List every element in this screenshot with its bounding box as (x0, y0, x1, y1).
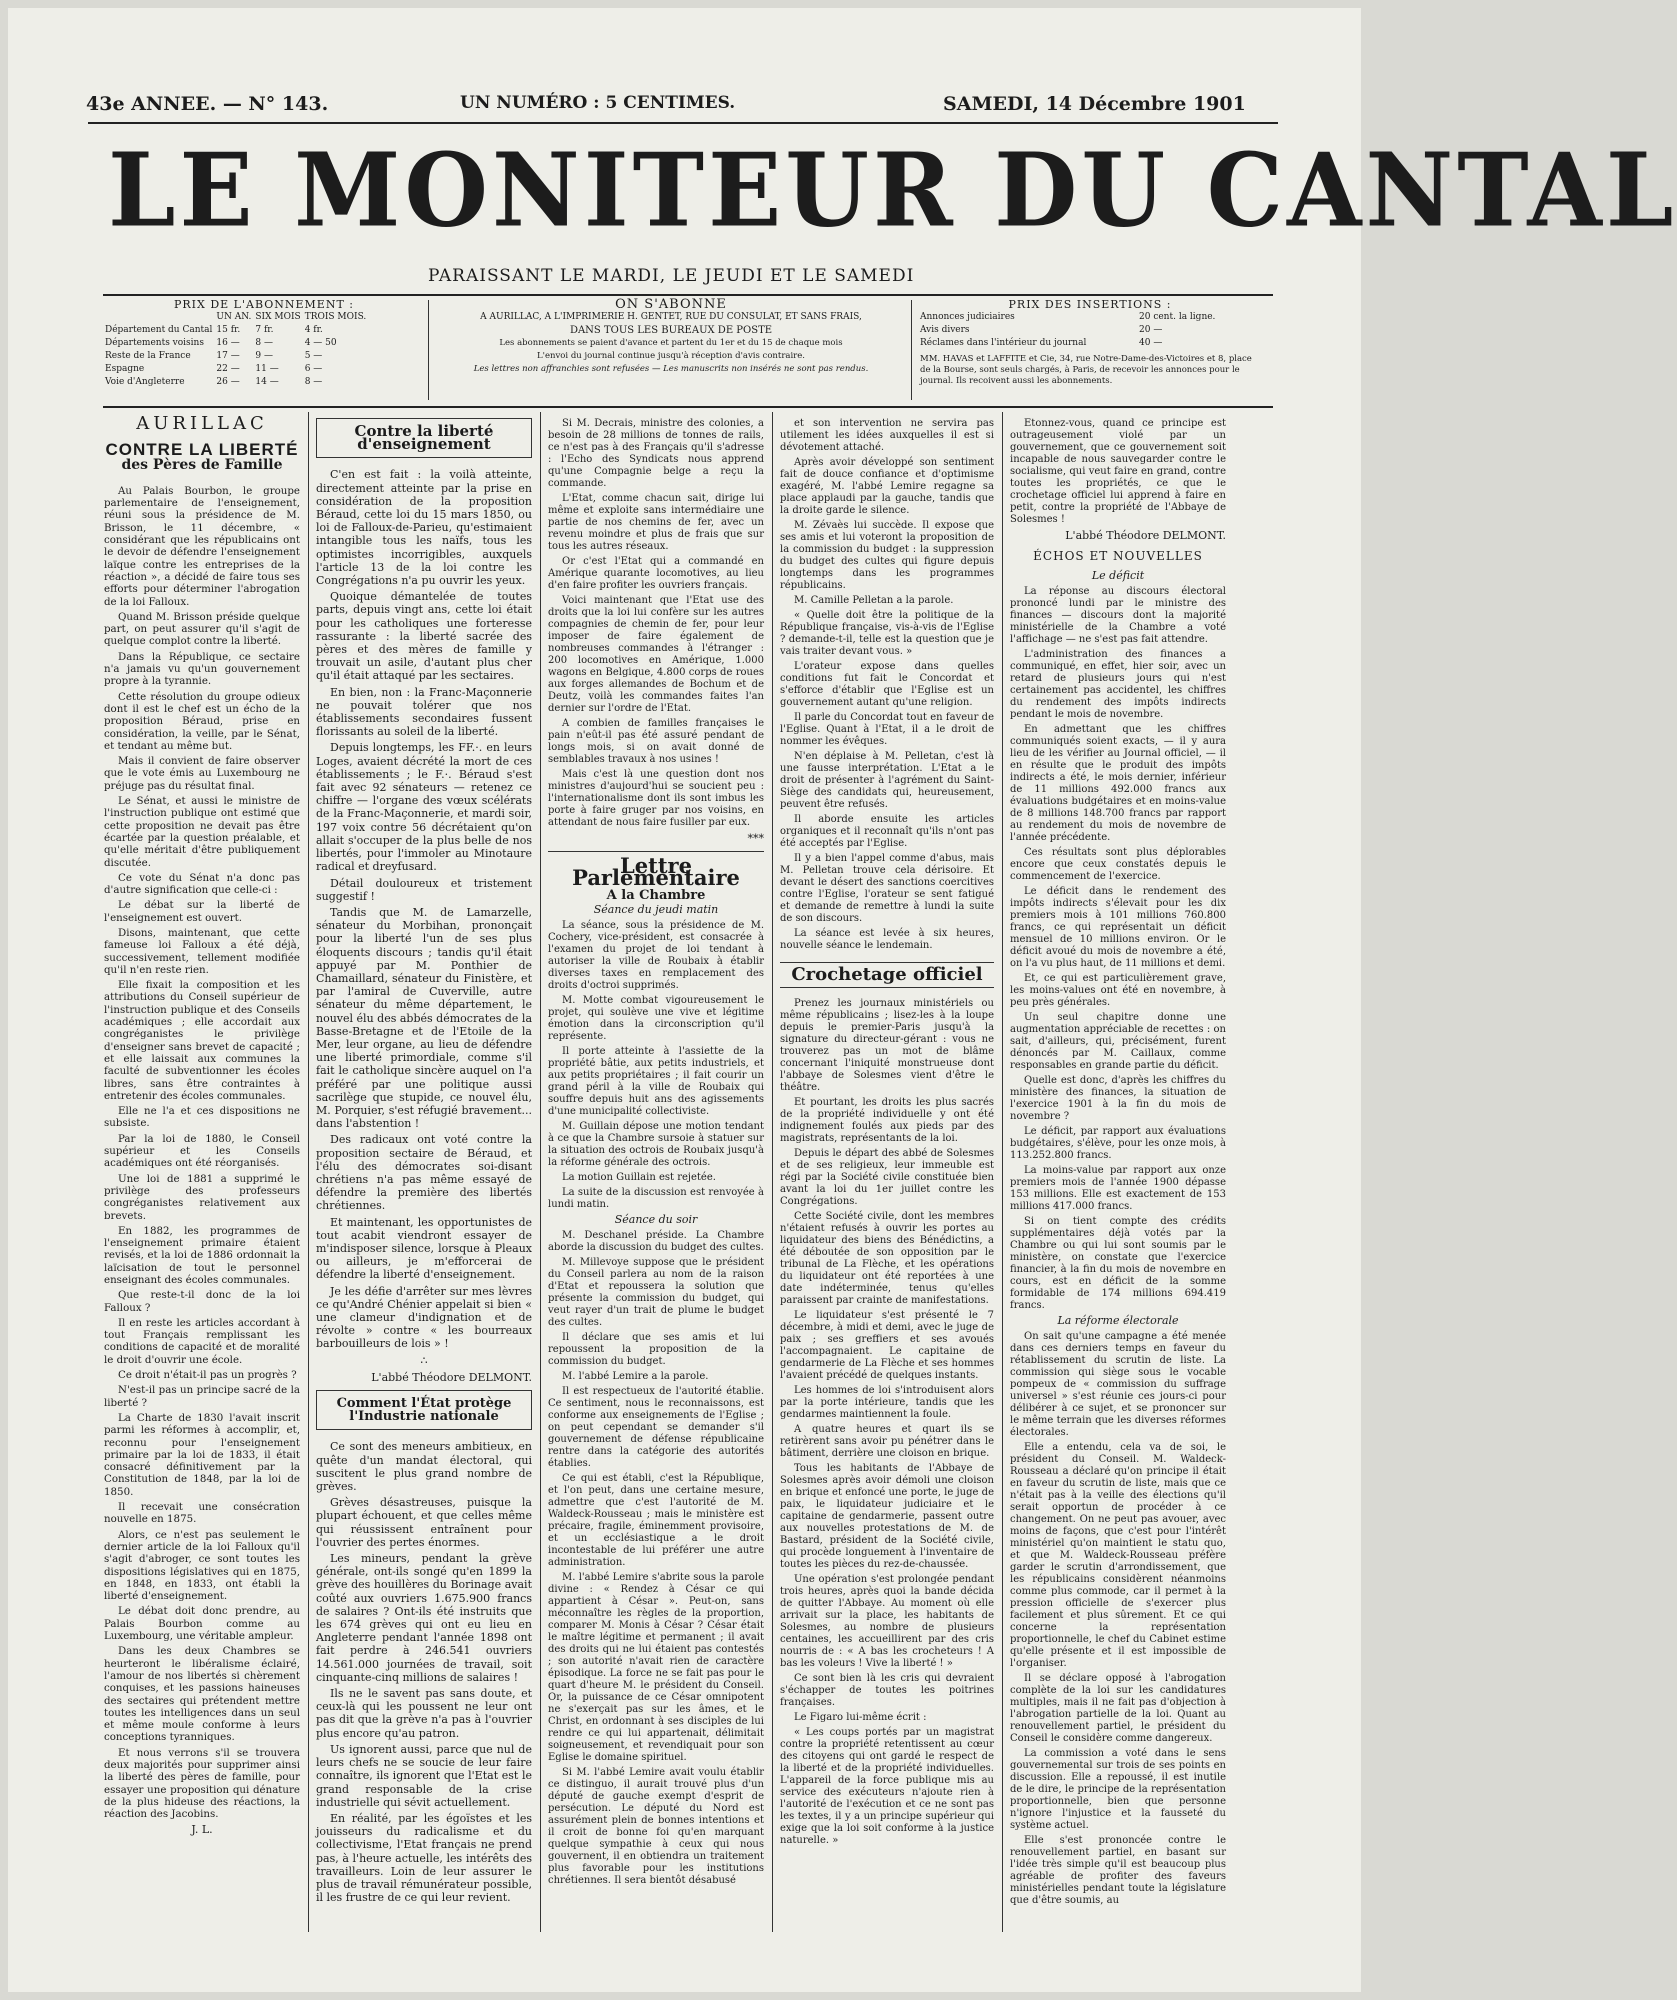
paragraph: On sait qu'une campagne a été menée dans ces derniers temps en faveur du rétablissement du scrutin de liste. La commission qui siège sous le vocable pompeux de « commission du suffrage universel » s'est réunie ces jours-ci pour délibérer à ce sujet, et se prononcer sur le même terrain que les diverses réformes électorales. (1010, 1331, 1226, 1438)
article-headline: Comment l'État protège l'Industrie nationale (316, 1390, 532, 1430)
paragraph: Grèves désastreuses, puisque la plupart échouent, et que celles même qui réussissent entraînent pour l'ouvrier des pertes énormes. (316, 1496, 532, 1549)
cell: 8 — (304, 377, 323, 387)
paragraph: C'en est fait : la voilà atteinte, directement atteinte par la prise en considération de la proposition Béraud, cette loi du 15 mars 1850, ou loi de Falloux-de-Parieu, qu'estimaient intangible tous les naïfs, tous les optimistes incorrigibles, auxquels l'article 13 de la loi contre les Congrégations n'a pu ouvrir les yeux. (316, 468, 532, 588)
separator-stars: ∴ (420, 1353, 428, 1367)
cell: 16 — (216, 338, 240, 348)
paragraph: Prenez les journaux ministériels ou même républicains ; lisez-les à la loupe depuis le premier-Paris jusqu'à la signature du directeur-gérant : vous ne trouverez pas un mot de blâme concernant l'iniquité monstrueuse dont l'abbaye de Solesmes vient d'être le théâtre. (780, 998, 994, 1093)
paragraph: Et pourtant, les droits les plus sacrés de la propriété individuelle y ont été indignement foulés aux pieds par des magistrats, représentants de la loi. (780, 1097, 994, 1144)
paragraph: Le déficit dans le rendement des impôts indirects s'élevait pour les dix premiers mois à 101 millions 760.800 francs, ce qui représentait un déficit mensuel de 10 millions environ. Or le déficit avoué du mois de novembre a été, on l'a vu plus haut, de 11 millions et demi. (1010, 886, 1226, 969)
paragraph: Il en reste les articles accordant à tout Français remplissant les conditions de capacité et de moralité le droit d'ouvrir une école. (104, 1316, 300, 1366)
issue-date: SAMEDI, 14 Décembre 1901 (943, 93, 1246, 115)
paragraph: L'orateur expose dans quelles conditions fut fait le Concordat et s'efforce d'établir que l'Eglise est un gouvernement autant qu'une religion. (780, 661, 994, 708)
table-row (920, 311, 1219, 324)
paragraph: Quelle est donc, d'après les chiffres du ministère des finances, la situation de l'exercice 1901 à la fin du mois de novembre ? (1010, 1075, 1226, 1122)
paragraph: Il porte atteinte à l'assiette de la propriété bâtie, aux petits industriels, et aux petits propriétaires ; il fait courir un grand péril à la ville de Roubaix qui souffre depuis huit ans des agissements d'une municipalité collectiviste. (548, 1046, 764, 1117)
paragraph: Il parle du Concordat tout en faveur de l'Eglise. Quant à l'Etat, il a le droit de nommer les évêques. (780, 712, 994, 747)
cell: 15 fr. (216, 325, 241, 335)
table-row (105, 337, 370, 350)
paragraph: La Charte de 1830 l'avait inscrit parmi les réformes à accomplir, et, reconnu pour l'enseignement primaire par la loi de 1833, il était consacré définitivement par la Constitution de 1848, par la loi de 1850. (104, 1411, 300, 1498)
paragraph: Il est respectueux de l'autorité établie. Ce sentiment, nous le reconnaissons, est conforme aux enseignements de l'Eglise ; on peut cependant se demander s'il gouvernement de défense républicaine rentre dans la catégorie des autorités établies. (548, 1386, 764, 1469)
paragraph: M. Deschanel préside. La Chambre aborde la discussion du budget des cultes. (548, 1230, 764, 1253)
cell: Avis divers (920, 325, 970, 335)
paragraph: La moins-value par rapport aux onze premiers mois de l'année 1900 dépasse 153 millions. Elle est exactement de 153 millions 417.000 francs. (1010, 1165, 1226, 1212)
paragraph: Il se déclare opposé à l'abrogation complète de la loi sur les candidatures multiples, mais il ne fait pas d'objection à l'abrogation partielle de la loi. Quant au renouvellement partiel, le président du Conseil le considère comme dangereux. (1010, 1673, 1226, 1744)
paragraph: La séance est levée à six heures, nouvelle séance le lendemain. (780, 928, 994, 951)
subscription-heading: PRIX DE L'ABONNEMENT : (173, 298, 355, 311)
article-body (548, 1230, 764, 1887)
cell: Reste de la France (105, 351, 191, 361)
column-3 (548, 418, 764, 1890)
paragraph: Depuis longtemps, les FF.·. en leurs Loges, avaient décrété la mort de ces établissements ; le F.·. Béraud s'est fait avec 92 sénateurs — retenez ce chiffre — l'organe des vœux scélérats de la Franc-Maçonnerie, et mardi soir, 197 voix contre 56 décrétaient qu'on allait s'occuper de la plus belle de nos libertés, pour l'immoler au Minotaure radical et dreyfusard. (316, 741, 532, 874)
col-header: UN AN. (216, 312, 252, 322)
table-row (105, 350, 370, 363)
cell: Département du Cantal (105, 325, 213, 335)
cell: Voie d'Angleterre (105, 377, 185, 387)
column-2 (316, 418, 532, 1907)
cell: 4 fr. (304, 325, 323, 335)
paragraph: Que reste-t-il donc de la loi Falloux ? (104, 1289, 300, 1314)
paragraph: « Quelle doit être la politique de la République française, vis-à-vis de l'Eglise ? demande-t-il, telle est la question que je vais traiter devant vous. » (780, 610, 994, 657)
col-header: SIX MOIS (255, 312, 301, 322)
paragraph: Une loi de 1881 a supprimé le privilège des professeurs congréganistes relativement aux brevets. (104, 1172, 300, 1222)
paragraph: Depuis le départ des abbé de Solesmes et de ses religieux, leur immeuble est régi par la Société civile constituée bien avant la loi du 1er juillet contre les Congrégations. (780, 1148, 994, 1207)
issue-price: UN NUMÉRO : 5 CENTIMES. (460, 93, 736, 113)
paragraph: Ce vote du Sénat n'a donc pas d'autre signification que celle-ci : (104, 871, 300, 897)
cell: 4 — 50 (304, 338, 337, 348)
paragraph: N'en déplaise à M. Pelletan, c'est là une fausse interprétation. L'Etat a le droit de présenter à l'agrément du Saint-Siège des candidats qui, heureusement, peuvent être refusés. (780, 751, 994, 810)
paragraph: Etonnez-vous, quand ce principe est outrageusement violé par un gouvernement, que ce gouvernement soit incapable de nous sauvegarder contre le socialisme, qui veut faire en grand, contre toutes les propriétés, ce que le crochetage officiel lui apprend à faire en petit, contre la propriété de l'Abbaye de Solesmes ! (1010, 418, 1226, 525)
separator-stars: *** (747, 832, 764, 845)
article-headline: Lettre Parlementaire (548, 851, 764, 884)
cell: 26 — (216, 377, 240, 387)
table-row (105, 363, 370, 376)
article-signature: J. L. (191, 1823, 213, 1837)
paragraph: M. Zévaès lui succède. Il expose que ses amis et lui voteront la proposition de la commission du budget : la suppression du budget des cultes qui figure depuis longtemps dans les programmes républicains. (780, 520, 994, 591)
cell: Annonces judiciaires (920, 312, 1015, 322)
cell: 8 — (255, 338, 273, 348)
masthead-subtitle: PARAISSANT LE MARDI, LE JEUDI ET LE SAMEDI (428, 266, 915, 286)
paragraph: « Les coups portés par un magistrat contre la propriété retentissent au cœur des citoyens qui ont gardé le respect de la liberté et de la propriété individuelles. L'appareil de la force publique mis au service des exécuteurs n'ajoute rien à l'autorité de l'exécution et ce ne sont pas les textes, il y a un principe supérieur qui exige que la loi soit conforme à la justice naturelle. » (780, 1727, 994, 1846)
paragraph: Et, ce qui est particulièrement grave, les moins-values ont été en novembre, à peu près générales. (1010, 973, 1226, 1008)
paragraph: Après avoir développé son sentiment fait de douce confiance et d'optimisme exagéré, M. l'abbé Lemire regagne sa place applaudi par la gauche, tandis que la droite garde le silence. (780, 457, 994, 516)
article-body (1010, 418, 1226, 526)
paragraph: Elle s'est prononcée contre le renouvellement partiel, en basant sur l'idée très simple qu'il est beaucoup plus agréable de profiter des faveurs ministérielles pendant toute la législature que d'être soumis, au (1010, 1835, 1226, 1906)
section-title-echos: ÉCHOS ET NOUVELLES (1033, 549, 1203, 563)
paragraph: Un seul chapitre donne une augmentation appréciable de recettes : on sait, d'ailleurs, qui, précisément, furent dénoncés par M. Caillaux, comme responsables en grande partie du déficit. (1010, 1012, 1226, 1071)
paragraph: A combien de familles françaises le pain n'eût-il pas été assuré pendant de longs mois, si on avait donné de semblables travaux à nos usines ! (548, 718, 764, 765)
paragraph: Le Sénat, et aussi le ministre de l'instruction publique ont estimé que cette proposition ne devait pas être écartée par la question préalable, et qu'elle méritait d'être publiquement discutée. (104, 795, 300, 869)
article-subheadline: des Pères de Famille (121, 456, 283, 473)
paragraph: Elle fixait la composition et les attributions du Conseil supérieur de l'instruction publique et des Conseils académiques ; elle accordait aux congréganistes le privilège d'enseigner sans brevet de capacité ; et elle laissait aux communes la faculté de subventionner les écoles libres, sans être contraintes à entretenir des écoles communales. (104, 979, 300, 1102)
paragraph: La séance, sous la présidence de M. Cochery, vice-président, est consacrée à l'examen du projet de loi tendant à autoriser la ville de Roubaix à établir diverses taxes en remplacement des droits d'octroi supprimés. (548, 920, 764, 991)
paragraph: Or c'est l'Etat qui a commandé en Amérique quarante locomotives, au lieu d'en faire profiter les ouvriers français. (548, 556, 764, 591)
article-body (1010, 586, 1226, 1312)
column-divider (540, 412, 541, 1932)
paragraph: Ce droit n'était-il pas un progrès ? (118, 1369, 297, 1382)
column-1 (104, 413, 300, 1847)
paragraph: Us ignorent aussi, parce que nul de leurs chefs ne se soucie de leur faire connaître, ils ignorent que l'Etat est le grand responsable de la crise industrielle qui sévit actuellement. (316, 1742, 532, 1809)
paragraph: L'administration des finances a communiqué, en effet, hier soir, avec un retard de plusieurs jours qui n'est certainement pas accidentel, les chiffres du rendement des impôts indirects pendant le mois de novembre. (1010, 649, 1226, 720)
cell: 14 — (255, 377, 279, 387)
paragraph: Tandis que M. de Lamarzelle, sénateur du Morbihan, prononçait pour la liberté l'un de ses plus éloquents discours ; tandis qu'il était appuyé par M. Ponthier de Chamaillard, sénateur du Finistère, et par l'amiral de Cuverville, autre sénateur du même département, le nouvel élu des abbés démocrates de la Basse-Bretagne et de l'Etoile de la Mer, leur organe, au lieu de défendre une liberté primordiale, comme s'il fait le catholique sincère auquel on l'a préféré par une politique aussi sacrilège que stupide, ce nouvel élu, M. Porquier, s'est réfugié bravement... dans l'abstention ! (316, 905, 532, 1131)
paragraph: Quand M. Brisson préside quelque part, on peut assurer qu'il s'agit de quelque complot contre la liberté. (104, 610, 300, 648)
table-row (105, 324, 370, 337)
cell: 22 — (216, 364, 240, 374)
article-body (1010, 1331, 1226, 1907)
paragraph: L'Etat, comme chacun sait, dirige lui même et exploite sans intermédiaire une partie de nos chemins de fer, avec un revenu moindre et plus de frais que sur tous les autres réseaux. (548, 493, 764, 552)
paragraph: M. Millevoye suppose que le président du Conseil parlera au nom de la raison d'Etat et repoussera la solution que présente la commission du budget, qui veut rayer d'un trait de plume le budget des cultes. (548, 1257, 764, 1328)
paragraph: Dans les deux Chambres se heurteront le libéralisme éclairé, l'amour de nos libertés si chèrement conquises, et les passions haineuses des sectaires qui prétendent mettre toutes les intelligences dans un seul et même moule conforme à leurs conceptions tyranniques. (104, 1645, 300, 1744)
paragraph: En 1882, les programmes de l'enseignement primaire étaient revisés, et la loi de 1886 ordonnait la laïcisation de tout le personnel enseignant des écoles communales. (104, 1224, 300, 1286)
paragraph: Il recevait une consécration nouvelle en 1875. (104, 1501, 300, 1526)
article-body (548, 418, 764, 829)
cell: 6 — (304, 364, 323, 374)
masthead-rule (103, 294, 1273, 296)
paragraph: Au Palais Bourbon, le groupe parlementaire de l'enseignement, réuni sous la présidence de M. Brisson, le 11 décembre, « considérant que les républicains ont le devoir de défendre l'enseignement laïque contre les entreprises de la réaction », a décidé de faire tous ses efforts pour déterminer l'abrogation de la loi Falloux. (104, 484, 300, 608)
paragraph: Ce sont des meneurs ambitieux, en quête d'un mandat électoral, qui suscitent le plus grand nombre de grèves. (316, 1440, 532, 1494)
column-4 (780, 418, 994, 1850)
paragraph: Et nous verrons s'il se trouvera deux majorités pour supprimer ainsi la liberté des pères de famille, pour essayer une proposition qui dénature de la plus hideuse des réactions, la réaction des Jacobins. (104, 1746, 300, 1821)
article-body (316, 1440, 532, 1904)
onsabonne-heading: ON S'ABONNE (615, 297, 727, 312)
article-headline: Contre la liberté d'enseignement (316, 418, 532, 458)
paragraph: Le liquidateur s'est présenté le 7 décembre, à midi et demi, avec le juge de paix ; ses greffiers et ses avoués l'accompagnaient. Le capitaine de gendarmerie de La Flèche et ses hommes l'avaient précédé de quelques instants. (780, 1310, 994, 1381)
paragraph: Quoique démantelée de toutes parts, depuis vingt ans, cette loi était pour les catholiques une forteresse rassurante : la liberté sacrée des pères et des mères de famille y trouvait un asile, d'autant plus cher qu'il était attaqué par les sectaires. (316, 590, 532, 683)
cell: Départements voisins (105, 338, 204, 348)
paragraph: La réponse au discours électoral prononcé lundi par le ministre des finances — discours dont la majorité ministérielle de la Chambre a voté l'affichage — ne s'est pas fait attendre. (1010, 586, 1226, 645)
paragraph: Si M. l'abbé Lemire avait voulu établir ce distinguo, il aurait trouvé plus d'un député de gauche exempt d'esprit de persécution. Le député du Nord est assurément plein de bonnes intentions et il croit de bonne foi qu'en marquant quelque sympathie à ceux qui nous gouvernent, il en obtiendra un traitement plus favorable pour les institutions chrétiennes. Il sera bientôt désabusé (548, 1767, 764, 1886)
article-headline: CONTRE LA LIBERTÉ (105, 440, 299, 460)
article-headline: Crochetage officiel (780, 962, 994, 988)
article-body (780, 418, 994, 952)
paragraph: M. Camille Pelletan a la parole. (794, 595, 954, 606)
paragraph: M. l'abbé Lemire a la parole. (562, 1371, 709, 1382)
top-rule (88, 122, 1278, 124)
paragraph: La suite de la discussion est renvoyée à lundi matin. (548, 1187, 764, 1210)
insertion-heading: PRIX DES INSERTIONS : (1008, 298, 1172, 311)
cell: Réclames dans l'intérieur du journal (920, 338, 1087, 348)
article-subheadline: A la Chambre (606, 888, 706, 903)
paragraph: Et maintenant, les opportunistes de tout acabit viendront essayer de m'indisposer silence, lorsque à Pleaux ou ailleurs, je m'efforcerai de défendre la liberté d'enseignement. (316, 1215, 532, 1282)
paragraph: Alors, ce n'est pas seulement le dernier article de la loi Falloux qu'il s'agit d'abroger, ce sont toutes les dispositions législatives qui en 1875, en 1848, en 1833, ont établi la liberté d'enseignement. (104, 1528, 300, 1603)
masthead-title: LE MONITEUR DU CANTAL (108, 131, 1677, 250)
cell: 5 — (304, 351, 323, 361)
paragraph: Le Figaro lui-même écrit : (794, 1712, 927, 1723)
subscription-table (105, 311, 370, 389)
paragraph: Ce qui est établi, c'est la République, et l'on peut, dans une certaine mesure, admettre que c'est l'autorité de M. Waldeck-Rousseau ; mais le ministère est précaire, fragile, éminemment provisoire, et un ecclésiastique a le droit incontestable de lui préférer une autre administration. (548, 1473, 764, 1568)
newspaper-page (8, 8, 1677, 1992)
insertion-table (920, 311, 1219, 350)
paragraph: Par la loi de 1880, le Conseil supérieur et les Conseils académiques ont été réorganisés. (104, 1132, 300, 1170)
paragraph: et son intervention ne servira pas utilement les idées auxquelles il est si dévotement attaché. (780, 418, 994, 453)
article-signature: L'abbé Théodore DELMONT. (1065, 529, 1226, 542)
info-divider (428, 300, 429, 400)
col-header: TROIS MOIS. (304, 312, 367, 322)
paragraph: Ce sont bien là les cris qui devraient s'échapper de toutes les poitrines françaises. (780, 1673, 994, 1708)
paragraph: Le déficit, par rapport aux évaluations budgétaires, s'élève, pour les onze mois, à 113.252.800 francs. (1010, 1126, 1226, 1161)
session-label: Séance du soir (614, 1213, 698, 1226)
cell: 11 — (255, 364, 279, 374)
paragraph: M. l'abbé Lemire s'abrite sous la parole divine : « Rendez à César ce qui appartient à César ». Peut-on, sans méconnaître les règles de la proportion, comparer M. Monis à César ? César était le maître légitime et permanent ; il avait des droits qui ne lui étaient pas contestés ; son autorité n'avait rien de caractère épisodique. La force ne se fait pas pour le quart d'heure M. le président du Conseil. Or, la puissance de ce César omnipotent ne s'exerçait pas sur les âmes, et le Christ, en ordonnant à ses disciples de lui rendre ce qui lui appartenait, délimitait soigneusement, et revendiquait pour son Eglise le domaine spirituel. (548, 1572, 764, 1763)
insertion-prices (920, 298, 1260, 387)
paragraph: A quatre heures et quart ils se retirèrent sans avoir pu pénétrer dans le bâtiment, derrière une cloison en brique. (780, 1424, 994, 1459)
subsection-title: Le déficit (1091, 569, 1145, 582)
paragraph: Les hommes de loi s'introduisent alors par la porte intérieure, tandis que les gendarmes maintiennent la foule. (780, 1385, 994, 1420)
paragraph: Des radicaux ont voté contre la proposition sectaire de Béraud, et l'élu des démocrates soi-disant chrétiens n'a pas même essayé de défendre la première des libertés chrétiennes. (316, 1133, 532, 1213)
session-label: Séance du jeudi matin (593, 903, 719, 916)
paragraph: Il y a bien l'appel comme d'abus, mais M. Pelletan trouve cela dérisoire. Et devant le désert des sanctions coercitives contre l'Eglise, l'orateur se sent fatigué et demande de remettre à lundi la suite de son discours. (780, 853, 994, 924)
paragraph: Les mineurs, pendant la grève générale, ont-ils songé qu'en 1899 la grève des houillères du Borinage avait coûté aux ouvriers 1.675.900 francs de salaires ? Ont-ils été instruits que les 674 grèves qui ont eu lieu en Angleterre pendant l'année 1898 ont fait perdre à 246.541 ouvriers 14.561.000 journées de travail, soit cinquante-cinq millions de salaires ! (316, 1552, 532, 1684)
article-body (104, 485, 300, 1821)
subscription-prices (105, 298, 423, 389)
paragraph: Le débat sur la liberté de l'enseignement est ouvert. (104, 899, 300, 924)
paragraph: Détail douloureux et tristement suggestif ! (316, 876, 532, 903)
paragraph: Tous les habitants de l'Abbaye de Solesmes après avoir démoli une cloison en brique et enfoncé une porte, le juge de paix, le liquidateur judiciaire et le capitaine de gendarmerie, passent outre aux nouvelles protestations de M. de Bastard, président de la Société civile, qui procède longuement à l'inventaire de toutes les pièces du rez-de-chaussée. (780, 1463, 994, 1570)
column-divider (1002, 412, 1003, 1932)
paragraph: Le débat doit donc prendre, au Palais Bourbon comme au Luxembourg, une véritable ampleur. (104, 1605, 300, 1643)
cell: 20 cent. la ligne. (1139, 312, 1216, 322)
paragraph: En réalité, par les égoïstes et les jouisseurs du radicalisme et du collectivisme, l'Etat français ne prend pas, à l'heure actuelle, les intérêts des travailleurs. Loin de leur assurer le plus de travail rémunérateur possible, il les frustre de ce qui leur revient. (316, 1811, 532, 1905)
onsabonne-line: L'envoi du journal continue jusqu'à réception d'avis contraire. (537, 351, 805, 361)
paragraph: Dans la République, ce sectaire n'a jamais vu qu'un gouvernement propre à la tyrannie. (104, 650, 300, 688)
issue-number: 43e ANNEE. — N° 143. (86, 93, 329, 115)
column-5 (1010, 418, 1226, 1910)
paragraph: Mais il convient de faire observer que le vote émis au Luxembourg ne préjuge pas du résultat final. (104, 755, 300, 792)
paragraph: Je les défie d'arrêter sur mes lèvres ce qu'André Chénier appelait si bien « une clameur d'indignation et de révolte » contre « les bourreaux barbouilleurs de lois » ! (316, 1284, 532, 1351)
paragraph: M. Guillain dépose une motion tendant à ce que la Chambre sursoie à statuer sur la situation des octrois de Roubaix jusqu'à la réforme générale des octrois. (548, 1121, 764, 1168)
onsabonne-line: DANS TOUS LES BUREAUX DE POSTE (569, 325, 773, 336)
paragraph: Cette Société civile, dont les membres n'étaient refusés à ouvrir les portes au liquidateur des biens des Bénédictins, a été déboutée de son opposition par le tribunal de La Flèche, et les opérations du liquidateur ont été reportées à une date indéterminée, tenus qu'elles paraissent par crainte de manifestations. (780, 1211, 994, 1306)
cell: Espagne (105, 364, 145, 374)
column-divider (308, 412, 309, 1932)
paragraph: Elle a entendu, cela va de soi, le président du Conseil. M. Waldeck-Rousseau a déclaré qu'on principe il était en faveur du scrutin de liste, mais que ce n'était pas à la veille des élections qu'il serait opportun de procéder à ce changement. On ne peut pas avouer, avec moins de façons, que c'est pour l'intérêt ministériel qu'on maintient le statu quo, et que M. Waldeck-Rousseau préfère garder le scrutin d'arrondissement, que les républicains considèrent néanmoins comme plus commode, car il permet à la pression officielle de s'exercer plus facilement et plus sûrement. Et ce qui concerne la représentation proportionnelle, le chef du Cabinet estime qu'elle présente et il est impossible de l'organiser. (1010, 1442, 1226, 1669)
section-title-aurillac: AURILLAC (136, 413, 268, 434)
table-row (920, 324, 1219, 337)
paragraph: Il aborde ensuite les articles organiques et il reconnaît qu'ils n'ont pas été acceptés par l'Eglise. (780, 814, 994, 849)
paragraph: N'est-il pas un principe sacré de la liberté ? (104, 1384, 300, 1409)
cell: 40 — (1139, 338, 1163, 348)
paragraph: En bien, non : la Franc-Maçonnerie ne pouvait tolérer que nos établissements secondaires fussent florissants au soleil de la liberté. (316, 685, 532, 739)
insertion-note: MM. HAVAS et LAFFITE et Cie, 34, rue Notre-Dame-des-Victoires et 8, place de la Bourse, sont seuls chargés, à Paris, de recevoir les annonces pour le journal. Ils recoivent aussi les abonnements. (920, 354, 1252, 386)
cell: 9 — (255, 351, 273, 361)
table-row (920, 337, 1219, 350)
onsabonne-line: Les lettres non affranchies sont refusées — Les manuscrits non insérés ne sont pas rendus. (473, 364, 869, 374)
subscription-info (436, 298, 906, 376)
paragraph: Elle ne l'a et ces dispositions ne subsiste. (104, 1105, 300, 1130)
paragraph: Si M. Decrais, ministre des colonies, a besoin de 28 millions de tonnes de rails, ce n'est pas à des Français qu'il s'adresse : l'Echo des Syndicats nous apprend qu'une Compagnie belge a reçu la commande. (548, 418, 764, 489)
paragraph: La commission a voté dans le sens gouvernemental sur trois de ses points en discussion. Elle a repoussé, il est inutile de le dire, le principe de la représentation proportionnelle, bien que personne n'ignore l'injustice et la fausseté du système actuel. (1010, 1748, 1226, 1831)
header-bottom-rule (103, 406, 1273, 408)
table-row (105, 376, 370, 389)
onsabonne-line: A AURILLAC, A L'IMPRIMERIE H. GENTET, RUE DU CONSULAT, ET SANS FRAIS, (480, 312, 862, 322)
paragraph: Mais c'est là une question dont nos ministres d'aujourd'hui se soucient peu : l'internationalisme dont ils sont imbus les porte à faire gruger par nos voisins, en attendant de nous faire fusiller par eux. (548, 769, 764, 828)
subsection-title: La réforme électorale (1057, 1314, 1179, 1327)
paragraph: La motion Guillain est rejetée. (562, 1172, 716, 1183)
paragraph: Cette résolution du groupe odieux dont il est le chef est un écho de la proposition Béraud, prise en considération, la veille, par le Sénat, et tendant au même but. (104, 690, 300, 752)
table-row (105, 311, 370, 324)
paragraph: Ces résultats sont plus déplorables encore que ceux constatés depuis le commencement de l'exercice. (1010, 847, 1226, 882)
info-divider (911, 300, 912, 400)
paragraph: Il déclare que ses amis et lui repoussent la proposition de la commission du budget. (548, 1332, 764, 1367)
paragraph: Disons, maintenant, que cette fameuse loi Falloux a été déjà, successivement, tellement modifiée qu'il n'en reste rien. (104, 926, 300, 976)
article-body (780, 998, 994, 1847)
paragraph: En admettant que les chiffres communiqués soient exacts, — il y aura lieu de les vérifier au Journal officiel, — il en résulte que le produit des impôts indirects a été, le mois dernier, inférieur de 11 millions 492.000 francs aux évaluations budgétaires et en moins-value de 8 millions 148.700 francs par rapport au rendement du mois de novembre de l'année précédente. (1010, 724, 1226, 843)
cell: 17 — (216, 351, 240, 361)
column-divider (772, 412, 773, 1932)
cell: 7 fr. (255, 325, 274, 335)
cell: 20 — (1139, 325, 1163, 335)
paragraph: Une opération s'est prolongée pendant trois heures, après quoi la bande décida de quitter l'Abbaye. Au moment où elle arrivait sur la place, les habitants de Solesmes, au nombre de plusieurs centaines, les accueillirent par des cris nourris de : « A bas les crocheteurs ! A bas les voleurs ! Vive la liberté ! » (780, 1574, 994, 1669)
article-signature: L'abbé Théodore DELMONT. (371, 1370, 532, 1384)
paragraph: Voici maintenant que l'Etat use des droits que la loi lui confère sur les autres compagnies de chemin de fer, pour leur imposer de faire également de nombreuses commandes à l'étranger : 200 locomotives en Amérique, 1.000 wagons en Belgique, 4.800 corps de roues aux forges allemandes de Bochum et de Deutz, voilà les commandes faites l'an dernier sur l'ordre de l'Etat. (548, 595, 764, 714)
onsabonne-line: Les abonnements se paient d'avance et partent du 1er et du 15 de chaque mois (499, 338, 843, 348)
paragraph: Si on tient compte des crédits supplémentaires déjà votés par la Chambre ou qui lui sont soumis par le ministère, on constate que l'exercice financier, à la fin du mois de novembre en cours, est en déficit de la somme formidable de 174 millions 694.419 francs. (1010, 1216, 1226, 1311)
article-body (548, 920, 764, 1211)
article-body (316, 468, 532, 1350)
paragraph: Ils ne le savent pas sans doute, et ceux-là qui les poussent ne leur ont pas dit que la grève n'a pas à l'ouvrier plus encore qu'au patron. (316, 1687, 532, 1740)
paragraph: M. Motte combat vigoureusement le projet, qui soulève une vive et légitime émotion dans la circonscription qu'il représente. (548, 995, 764, 1042)
